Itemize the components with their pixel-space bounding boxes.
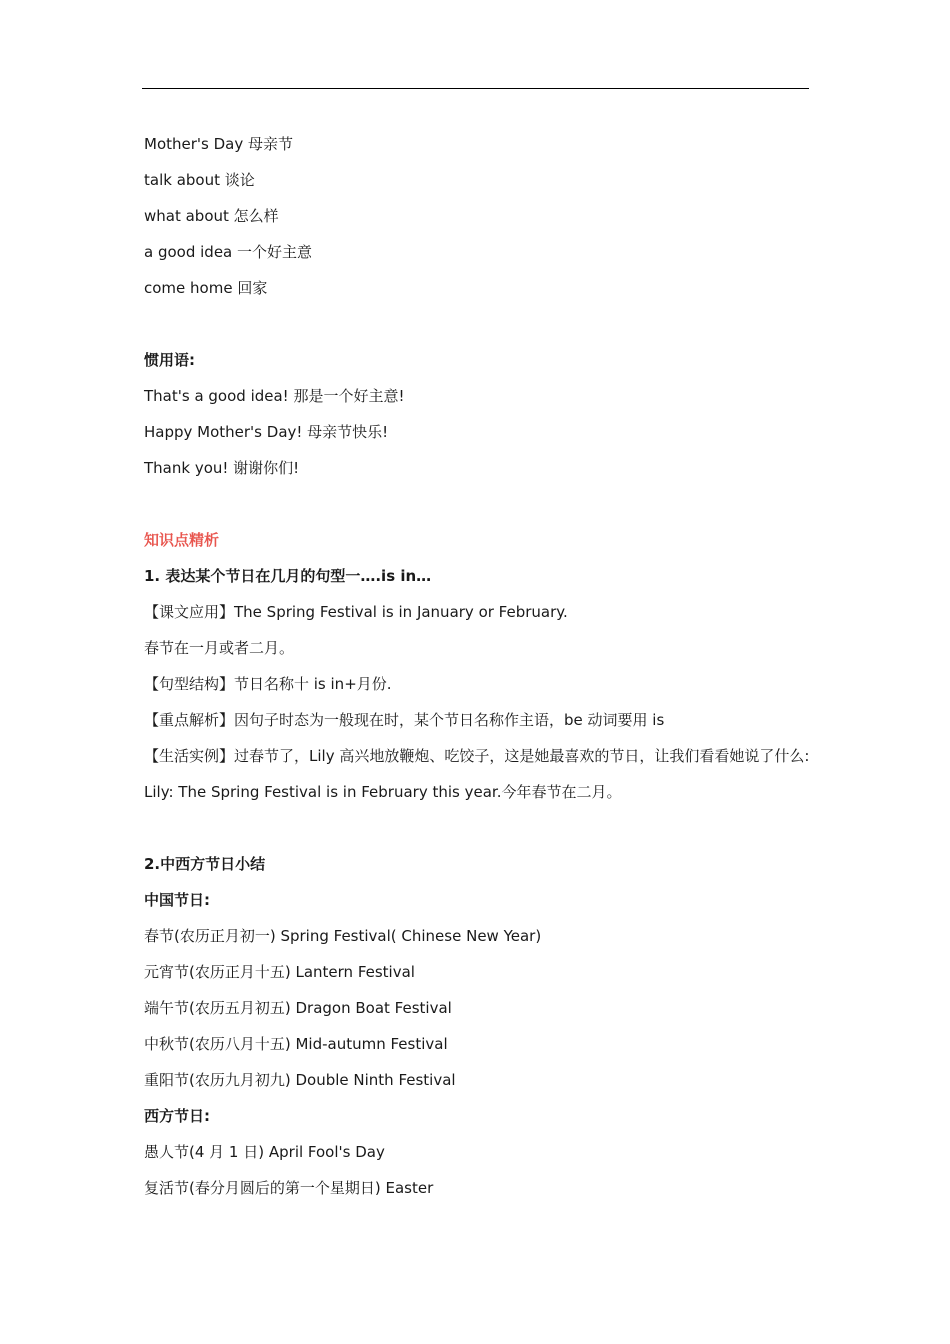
point1-example-line: Lily: The Spring Festival is in February this year.今年春节在二月。 (144, 783, 622, 801)
idiom-item: That's a good idea! 那是一个好主意! (144, 387, 405, 405)
point2-title: 2.中西方节日小结 (144, 855, 266, 873)
point1-structure: 【句型结构】节日名称十 is in+月份. (144, 675, 392, 693)
point1-analysis: 【重点解析】因句子时态为一般现在时，某个节日名称作主语，be 动词要用 is (144, 711, 665, 729)
phrase-item: talk about 谈论 (144, 171, 255, 189)
point1-application-cn: 春节在一月或者二月。 (144, 639, 295, 657)
phrase-item: come home 回家 (144, 279, 268, 297)
phrase-item: what about 怎么样 (144, 207, 279, 225)
western-festival-item: 愚人节(4 月 1 日) April Fool's Day (144, 1143, 385, 1161)
chinese-festival-item: 元宵节(农历正月十五) Lantern Festival (144, 963, 415, 981)
spacer (144, 810, 810, 846)
document-body (144, 126, 810, 1206)
idiom-item: Happy Mother's Day! 母亲节快乐! (144, 423, 389, 441)
idiom-item: Thank you! 谢谢你们! (144, 459, 300, 477)
phrase-item: a good idea 一个好主意 (144, 243, 313, 261)
spacer (144, 486, 810, 522)
point1-title: 1. 表达某个节日在几月的句型一….is in… (144, 567, 432, 585)
knowledge-heading: 知识点精析 (144, 531, 220, 549)
western-festivals-heading: 西方节日: (144, 1107, 210, 1125)
point1-application: 【课文应用】The Spring Festival is in January or February. (144, 603, 568, 621)
idioms-heading: 惯用语: (144, 351, 195, 369)
point1-example: 【生活实例】过春节了，Lily 高兴地放鞭炮、吃饺子，这是她最喜欢的节日，让我们看看她说了什么: (144, 747, 810, 765)
chinese-festival-item: 春节(农历正月初一) Spring Festival( Chinese New Year) (144, 927, 542, 945)
chinese-festival-item: 重阳节(农历九月初九) Double Ninth Festival (144, 1071, 456, 1089)
phrase-item: Mother's Day 母亲节 (144, 135, 293, 153)
spacer (144, 306, 810, 342)
chinese-festival-item: 中秋节(农历八月十五) Mid-autumn Festival (144, 1035, 448, 1053)
header-rule (142, 88, 809, 89)
chinese-festival-item: 端午节(农历五月初五) Dragon Boat Festival (144, 999, 452, 1017)
chinese-festivals-heading: 中国节日: (144, 891, 210, 909)
western-festival-item: 复活节(春分月圆后的第一个星期日) Easter (144, 1179, 434, 1197)
